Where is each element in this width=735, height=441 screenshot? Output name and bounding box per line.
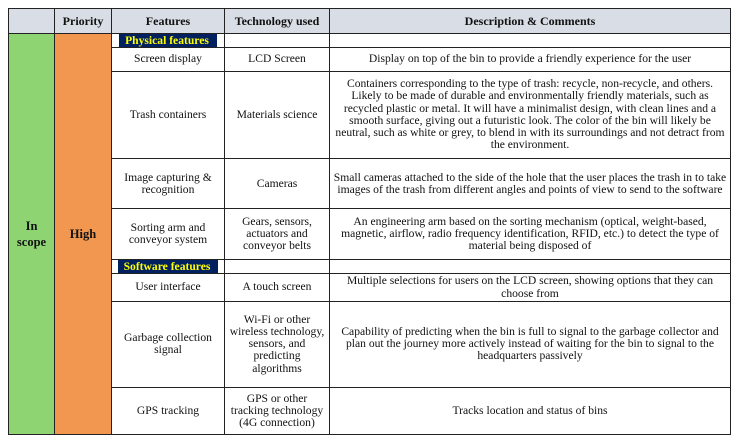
table-row xyxy=(9,159,731,209)
feature-cell: User interface xyxy=(112,273,225,301)
table-row xyxy=(9,387,731,434)
technology-cell: Gears, sensors, actuators and conveyor belts xyxy=(225,209,330,259)
header-description: Description & Comments xyxy=(330,9,731,34)
section-software-text: Software features xyxy=(118,260,219,273)
description-cell: Capability of predicting when the bin is full to signal to the garbage collector and plan out the journey more actively instead of waiting for the bin to signal to the headquarters passively xyxy=(330,302,731,388)
scope-line-2: scope xyxy=(16,235,47,250)
section-blank-cell xyxy=(225,34,330,48)
technology-cell: LCD Screen xyxy=(225,48,330,71)
description-cell: Containers corresponding to the type of trash: recycle, non-recycle, and others. Likely to be made of durable and environmentally friendly materials, such as recycled plastic or metal. It will have a minimalist design, with clean lines and a smooth surface, giving out a futuristic look. The color of the bin will likely be neutral, such as white or grey, to blend in with its surroundings and not detract from the environment. xyxy=(330,71,731,159)
section-blank-cell xyxy=(330,259,731,273)
section-label-software xyxy=(112,259,225,273)
description-cell: Multiple selections for users on the LCD screen, showing options that they can choose from xyxy=(330,273,731,301)
section-blank-cell xyxy=(330,34,731,48)
table-row xyxy=(9,273,731,301)
table-row xyxy=(9,71,731,159)
section-blank-cell xyxy=(225,259,330,273)
technology-cell: Wi-Fi or other wireless technology, sensors, and predicting algorithms xyxy=(225,302,330,388)
description-cell: Display on top of the bin to provide a friendly experience for the user xyxy=(330,48,731,71)
header-blank-cell xyxy=(9,9,55,34)
scope-cell xyxy=(9,34,55,435)
section-row-physical xyxy=(9,34,731,48)
header-priority: Priority xyxy=(55,9,112,34)
table-row xyxy=(9,209,731,259)
table-row xyxy=(9,302,731,388)
header-row xyxy=(9,9,731,34)
feature-cell: Garbage collection signal xyxy=(112,302,225,388)
feature-cell: Image capturing & recognition xyxy=(112,159,225,209)
feature-cell: Sorting arm and conveyor system xyxy=(112,209,225,259)
scope-line-1: In xyxy=(25,219,38,234)
description-cell: Small cameras attached to the side of the hole that the user places the trash in to take images of the trash from different angles and points of view to send to the software xyxy=(330,159,731,209)
header-features: Features xyxy=(112,9,225,34)
feature-table xyxy=(8,8,731,435)
technology-cell: Materials science xyxy=(225,71,330,159)
priority-cell: High xyxy=(55,34,112,435)
feature-cell: Screen display xyxy=(112,48,225,71)
header-technology: Technology used xyxy=(225,9,330,34)
feature-cell: GPS tracking xyxy=(112,387,225,434)
technology-cell: Cameras xyxy=(225,159,330,209)
section-physical-text: Physical features xyxy=(119,34,217,47)
technology-cell: GPS or other tracking technology (4G connection) xyxy=(225,387,330,434)
description-cell: Tracks location and status of bins xyxy=(330,387,731,434)
section-row-software xyxy=(9,259,731,273)
feature-cell: Trash containers xyxy=(112,71,225,159)
section-label-physical xyxy=(112,34,225,48)
table-row xyxy=(9,48,731,71)
description-cell: An engineering arm based on the sorting mechanism (optical, weight-based, magnetic, airflow, radio frequency identification, RFID, etc.) to detect the type of material being disposed of xyxy=(330,209,731,259)
technology-cell: A touch screen xyxy=(225,273,330,301)
